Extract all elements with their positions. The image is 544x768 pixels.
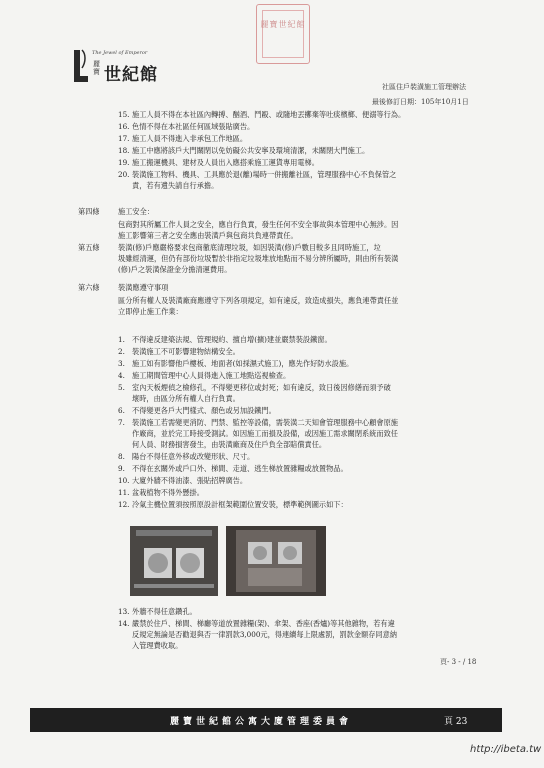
footer-bar — [30, 708, 502, 732]
section-label: 第五條 — [78, 243, 100, 252]
list-item-number: 13. — [118, 607, 130, 616]
section-title: 裝潢應遵守事項 — [118, 283, 169, 292]
list-item-number: 4. — [118, 371, 125, 380]
list-item-number: 14. — [118, 619, 130, 628]
list-item-number: 18. — [118, 146, 130, 155]
section-text: 裝潢(修)戶應嚴格要求包商徹底清理垃圾，如因裝潢(修)戶數目較多且同時施工，垃 — [118, 243, 381, 252]
list-item-text: 色情不得在本社區任何區域張貼廣告。 — [132, 122, 255, 131]
list-item-number: 3. — [118, 359, 125, 368]
list-item-text: 反規定無論是否勸退與否一律罰款3,000元，得連續每上限處罰，罰款金額存同意納 — [132, 630, 397, 639]
list-item-text: 作廠商，並於完工時接受測試。如因施工而損及設備，或因施工需求關閉系統而致任 — [132, 429, 398, 438]
logo-name: 世紀館 — [104, 65, 158, 85]
list-item-number: 9. — [118, 464, 125, 473]
list-item-text: 施工搬運機具、建材及人員出入應搭乘施工運貨專用電梯。 — [132, 158, 319, 167]
section-text: 包商對其所屬工作人員之安全，應自行負責，發生任何不安全事故與本管理中心無涉。因 — [118, 220, 399, 229]
logo-mark-icon — [70, 46, 90, 86]
list-item-text: 盆栽植物不得外懸掛。 — [132, 488, 204, 497]
footer-org: 麗寶世紀館公寓大廈管理委員會 — [170, 717, 353, 727]
section-text: 立即停止施工作業： — [118, 307, 183, 316]
list-item-text: 施工中應將該戶大門關閉以免妨礙公共安寧及環境清潔，未關閉大門施工。 — [132, 146, 370, 155]
list-item-text: 外牆不得任意鑽孔。 — [132, 607, 197, 616]
ac-unit-photo-1 — [130, 526, 218, 596]
logo-vertical-text: 麗寶 — [93, 60, 100, 76]
list-item-text: 施工期間管理中心人員得進入施工地點巡視檢查。 — [132, 371, 291, 380]
list-item-number: 1. — [118, 335, 125, 344]
brand-logo — [70, 44, 160, 92]
list-item-number: 17. — [118, 134, 130, 143]
list-item-number: 8. — [118, 452, 125, 461]
section-title: 施工安全： — [118, 207, 154, 216]
list-item-text: 裝潢施工不可影響建物結構安全。 — [132, 347, 240, 356]
list-item-number: 5. — [118, 383, 125, 392]
list-item-text: 施工如有影響他戶樓板、地面者(如採濕式施工)，應先作好防水設施。 — [132, 359, 354, 368]
list-item-number: 10. — [118, 476, 130, 485]
footer-page: 頁 23 — [444, 717, 468, 727]
list-item-text: 責，若有遺失請自行承擔。 — [132, 181, 219, 190]
list-item-number: 20. — [118, 170, 130, 179]
red-seal-stamp: 麗寶世紀館 — [256, 4, 310, 64]
list-item-text: 陽台不得任意外移或改變形狀、尺寸。 — [132, 452, 255, 461]
revision-date: 最後修訂日期：105年10月1日 — [372, 98, 469, 106]
list-item-number: 7. — [118, 418, 125, 427]
list-item-text: 嚴禁於住戶、梯間、梯廳等道放置雜糧(架)、傘架、香座(香爐)等其他雜物，若有違 — [132, 619, 395, 628]
section-label: 第四條 — [78, 207, 100, 216]
watermark: http://ibeta.tw — [470, 744, 542, 755]
list-item-number: 6. — [118, 406, 125, 415]
logo-english: The Jewel of Emperor — [92, 50, 148, 56]
list-item-number: 15. — [118, 110, 130, 119]
page-number: 頁- 3 - / 18 — [440, 658, 477, 666]
list-item-number: 12. — [118, 500, 130, 509]
ac-unit-photo-2 — [226, 526, 326, 596]
list-item-text: 不得變更各戶大門樣式、顏色或另加設鐵門。 — [132, 406, 276, 415]
list-item-number: 2. — [118, 347, 125, 356]
list-item-number: 11. — [118, 488, 130, 497]
section-label: 第六條 — [78, 283, 100, 292]
list-item-text: 不得在玄關外或戶口外、梯間、走道、逃生梯放置雜糧或放置物品。 — [132, 464, 348, 473]
list-item-text: 裝潢施工若需變更消防、門禁、監控等設備，需裝潢二天知會管理服務中心顧會原施 — [132, 418, 398, 427]
list-item-number: 16. — [118, 122, 130, 131]
list-item-text: 何人員、財務損害發生，由裝潢廠商及住戶負全部賠償責任。 — [132, 440, 327, 449]
list-item-text: 施工人員不得在本社區內轉搏、酗酒、鬥毆、或隨地丟擲棄等吐痰檳榔、便溺等行為。 — [132, 110, 406, 119]
list-item-text: 入管理費收取。 — [132, 641, 183, 650]
list-item-text: 不得違反建築法規、管理規約、擅自增(擴)建並嚴禁裝設鐵窗。 — [132, 335, 332, 344]
list-item-text: 施工人員不得進入非承包工作地區。 — [132, 134, 248, 143]
section-text: 圾雖經清運，但仍有部份垃圾暫於非指定垃圾堆放地點而不易分辨所屬時，則由所有裝潢 — [118, 254, 399, 263]
list-item-text: 冷氣主機位置須按照原設計框架範圍位置安裝，標準範例圖示如下： — [132, 500, 348, 509]
section-text: (修)戶之裝潢保證金分擔清運費用。 — [118, 265, 232, 274]
list-item-text: 壞時，由區分所有權人自行負責。 — [132, 394, 240, 403]
list-item-number: 19. — [118, 158, 130, 167]
section-text: 區分所有權人及裝潢廠商應遵守下列各項規定，如有違反，致造成損失，應負連帶責任並 — [118, 296, 399, 305]
list-item-text: 大廈外牆不得油漆、張貼招牌廣告。 — [132, 476, 248, 485]
list-item-text: 室內天板煙偵之檢修孔，不得變更移位或封死；如有違反，致日後因修繕而須予破 — [132, 383, 391, 392]
doc-title: 社區住戶裝潢施工管理辦法 — [382, 83, 466, 91]
section-text: 施工影響第三者之安全應由裝潢戶與包商共負連帶責任。 — [118, 231, 298, 240]
list-item-text: 裝潢施工物料、機具、工具應於退(離)場時一併搬離社區，管理服務中心不負保管之 — [132, 170, 397, 179]
